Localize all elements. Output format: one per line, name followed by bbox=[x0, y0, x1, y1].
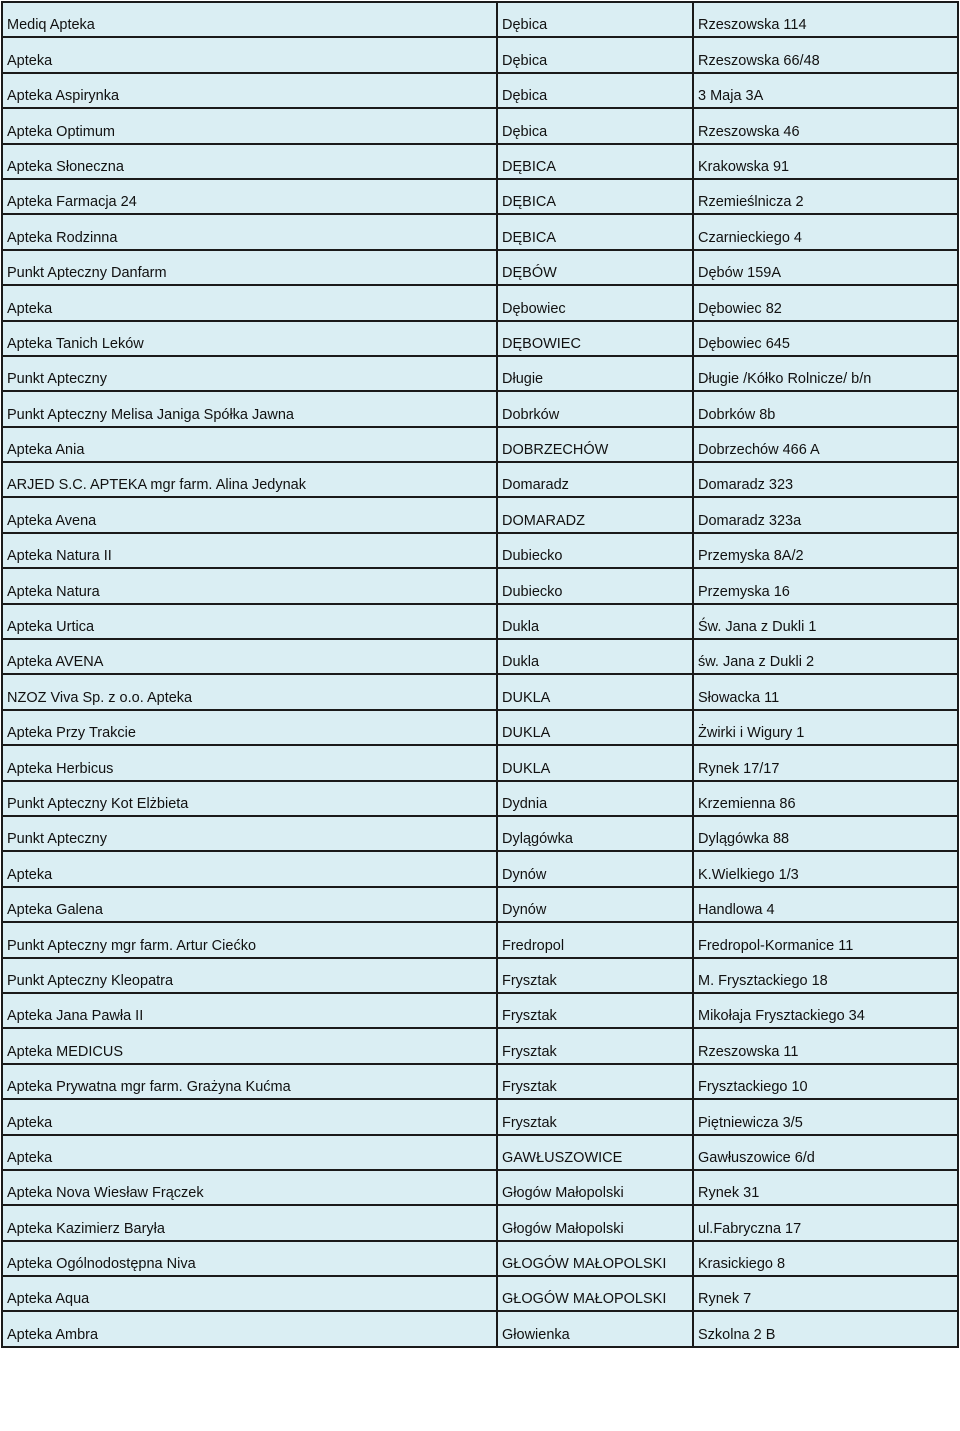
city-cell: Dobrków bbox=[497, 391, 693, 426]
table-row bbox=[2, 2, 958, 37]
address-cell: Rynek 7 bbox=[693, 1276, 958, 1311]
city-cell: DOMARADZ bbox=[497, 497, 693, 532]
city-cell: GŁOGÓW MAŁOPOLSKI bbox=[497, 1241, 693, 1276]
address-cell: Dobrków 8b bbox=[693, 391, 958, 426]
address-cell: Szkolna 2 B bbox=[693, 1311, 958, 1346]
table-row bbox=[2, 214, 958, 249]
city-cell: Głogów Małopolski bbox=[497, 1205, 693, 1240]
address-cell: Słowacka 11 bbox=[693, 674, 958, 709]
city-cell: Frysztak bbox=[497, 1099, 693, 1134]
pharmacy-name-cell: Apteka Natura bbox=[2, 568, 497, 603]
city-cell: Dynów bbox=[497, 851, 693, 886]
pharmacy-name-cell: Apteka bbox=[2, 37, 497, 72]
city-cell: DĘBÓW bbox=[497, 250, 693, 285]
pharmacy-name-cell: Apteka Optimum bbox=[2, 108, 497, 143]
table-row bbox=[2, 321, 958, 356]
pharmacy-name-cell: Apteka Przy Trakcie bbox=[2, 710, 497, 745]
table-row bbox=[2, 1241, 958, 1276]
pharmacy-name-cell: Apteka Herbicus bbox=[2, 745, 497, 780]
table-row bbox=[2, 639, 958, 674]
pharmacy-name-cell: Punkt Apteczny Kleopatra bbox=[2, 958, 497, 993]
city-cell: DĘBOWIEC bbox=[497, 321, 693, 356]
pharmacy-name-cell: Punkt Apteczny mgr farm. Artur Ciećko bbox=[2, 922, 497, 957]
city-cell: Frysztak bbox=[497, 1064, 693, 1099]
pharmacy-name-cell: Punkt Apteczny bbox=[2, 356, 497, 391]
table-row bbox=[2, 1135, 958, 1170]
pharmacy-name-cell: Punkt Apteczny Melisa Janiga Spółka Jawna bbox=[2, 391, 497, 426]
address-cell: Dębów 159A bbox=[693, 250, 958, 285]
pharmacy-name-cell: Punkt Apteczny Danfarm bbox=[2, 250, 497, 285]
address-cell: Dębowiec 82 bbox=[693, 285, 958, 320]
pharmacy-name-cell: Apteka Rodzinna bbox=[2, 214, 497, 249]
address-cell: Krzemienna 86 bbox=[693, 781, 958, 816]
pharmacy-name-cell: Apteka Tanich Leków bbox=[2, 321, 497, 356]
city-cell: Dubiecko bbox=[497, 568, 693, 603]
pharmacy-name-cell: Mediq Apteka bbox=[2, 2, 497, 37]
table-row bbox=[2, 73, 958, 108]
pharmacy-table bbox=[1, 1, 959, 1348]
table-row bbox=[2, 568, 958, 603]
table-row bbox=[2, 497, 958, 532]
table-row bbox=[2, 958, 958, 993]
pharmacy-name-cell: NZOZ Viva Sp. z o.o. Apteka bbox=[2, 674, 497, 709]
table-row bbox=[2, 922, 958, 957]
address-cell: Czarnieckiego 4 bbox=[693, 214, 958, 249]
city-cell: Domaradz bbox=[497, 462, 693, 497]
city-cell: Dukla bbox=[497, 604, 693, 639]
address-cell: ul.Fabryczna 17 bbox=[693, 1205, 958, 1240]
address-cell: Dobrzechów 466 A bbox=[693, 427, 958, 462]
table-row bbox=[2, 1028, 958, 1063]
city-cell: Frysztak bbox=[497, 993, 693, 1028]
table-row bbox=[2, 391, 958, 426]
pharmacy-name-cell: Apteka Jana Pawła II bbox=[2, 993, 497, 1028]
city-cell: GŁOGÓW MAŁOPOLSKI bbox=[497, 1276, 693, 1311]
address-cell: Rynek 31 bbox=[693, 1170, 958, 1205]
pharmacy-name-cell: Apteka MEDICUS bbox=[2, 1028, 497, 1063]
table-row bbox=[2, 781, 958, 816]
city-cell: Dębica bbox=[497, 2, 693, 37]
address-cell: św. Jana z Dukli 2 bbox=[693, 639, 958, 674]
pharmacy-name-cell: Apteka Ania bbox=[2, 427, 497, 462]
city-cell: Długie bbox=[497, 356, 693, 391]
pharmacy-name-cell: Apteka Urtica bbox=[2, 604, 497, 639]
city-cell: Dębica bbox=[497, 37, 693, 72]
pharmacy-name-cell: Apteka Avena bbox=[2, 497, 497, 532]
address-cell: Rzeszowska 46 bbox=[693, 108, 958, 143]
pharmacy-name-cell: Apteka AVENA bbox=[2, 639, 497, 674]
table-row bbox=[2, 250, 958, 285]
city-cell: Dydnia bbox=[497, 781, 693, 816]
city-cell: DĘBICA bbox=[497, 144, 693, 179]
table-row bbox=[2, 674, 958, 709]
city-cell: Głowienka bbox=[497, 1311, 693, 1346]
address-cell: 3 Maja 3A bbox=[693, 73, 958, 108]
city-cell: Fredropol bbox=[497, 922, 693, 957]
table-row bbox=[2, 356, 958, 391]
address-cell: Domaradz 323 bbox=[693, 462, 958, 497]
table-row bbox=[2, 1170, 958, 1205]
table-row bbox=[2, 37, 958, 72]
pharmacy-name-cell: Apteka Natura II bbox=[2, 533, 497, 568]
city-cell: DUKLA bbox=[497, 674, 693, 709]
city-cell: Dukla bbox=[497, 639, 693, 674]
table-row bbox=[2, 1205, 958, 1240]
table-row bbox=[2, 533, 958, 568]
table-row bbox=[2, 816, 958, 851]
city-cell: DUKLA bbox=[497, 745, 693, 780]
address-cell: Rzeszowska 66/48 bbox=[693, 37, 958, 72]
address-cell: Krakowska 91 bbox=[693, 144, 958, 179]
pharmacy-name-cell: Apteka bbox=[2, 285, 497, 320]
pharmacy-name-cell: Apteka Słoneczna bbox=[2, 144, 497, 179]
address-cell: Rzemieślnicza 2 bbox=[693, 179, 958, 214]
city-cell: Frysztak bbox=[497, 1028, 693, 1063]
city-cell: Dubiecko bbox=[497, 533, 693, 568]
address-cell: Żwirki i Wigury 1 bbox=[693, 710, 958, 745]
address-cell: Gawłuszowice 6/d bbox=[693, 1135, 958, 1170]
table-row bbox=[2, 179, 958, 214]
pharmacy-name-cell: Punkt Apteczny Kot Elżbieta bbox=[2, 781, 497, 816]
table-row bbox=[2, 1311, 958, 1346]
city-cell: Głogów Małopolski bbox=[497, 1170, 693, 1205]
pharmacy-name-cell: Apteka Ogólnodostępna Niva bbox=[2, 1241, 497, 1276]
address-cell: Przemyska 8A/2 bbox=[693, 533, 958, 568]
address-cell: Dylągówka 88 bbox=[693, 816, 958, 851]
pharmacy-name-cell: Apteka bbox=[2, 1099, 497, 1134]
table-row bbox=[2, 1099, 958, 1134]
pharmacy-name-cell: Apteka bbox=[2, 851, 497, 886]
city-cell: Dylągówka bbox=[497, 816, 693, 851]
city-cell: Frysztak bbox=[497, 958, 693, 993]
pharmacy-name-cell: Apteka Nova Wiesław Frączek bbox=[2, 1170, 497, 1205]
pharmacy-name-cell: Apteka bbox=[2, 1135, 497, 1170]
pharmacy-name-cell: Punkt Apteczny bbox=[2, 816, 497, 851]
pharmacy-table-body bbox=[2, 2, 958, 1347]
pharmacy-name-cell: Apteka Aqua bbox=[2, 1276, 497, 1311]
address-cell: Fredropol-Kormanice 11 bbox=[693, 922, 958, 957]
table-row bbox=[2, 745, 958, 780]
table-row bbox=[2, 1276, 958, 1311]
pharmacy-name-cell: Apteka Galena bbox=[2, 887, 497, 922]
address-cell: Św. Jana z Dukli 1 bbox=[693, 604, 958, 639]
pharmacy-name-cell: Apteka Aspirynka bbox=[2, 73, 497, 108]
address-cell: Frysztackiego 10 bbox=[693, 1064, 958, 1099]
city-cell: Dębica bbox=[497, 73, 693, 108]
table-row bbox=[2, 993, 958, 1028]
address-cell: M. Frysztackiego 18 bbox=[693, 958, 958, 993]
address-cell: K.Wielkiego 1/3 bbox=[693, 851, 958, 886]
table-row bbox=[2, 462, 958, 497]
address-cell: Długie /Kółko Rolnicze/ b/n bbox=[693, 356, 958, 391]
city-cell: DĘBICA bbox=[497, 179, 693, 214]
address-cell: Rzeszowska 11 bbox=[693, 1028, 958, 1063]
address-cell: Rzeszowska 114 bbox=[693, 2, 958, 37]
address-cell: Mikołaja Frysztackiego 34 bbox=[693, 993, 958, 1028]
table-row bbox=[2, 1064, 958, 1099]
pharmacy-name-cell: Apteka Ambra bbox=[2, 1311, 497, 1346]
table-row bbox=[2, 427, 958, 462]
address-cell: Handlowa 4 bbox=[693, 887, 958, 922]
city-cell: Dębica bbox=[497, 108, 693, 143]
address-cell: Rynek 17/17 bbox=[693, 745, 958, 780]
address-cell: Krasickiego 8 bbox=[693, 1241, 958, 1276]
table-row bbox=[2, 710, 958, 745]
pharmacy-name-cell: Apteka Kazimierz Baryła bbox=[2, 1205, 497, 1240]
city-cell: DOBRZECHÓW bbox=[497, 427, 693, 462]
city-cell: Dynów bbox=[497, 887, 693, 922]
city-cell: DĘBICA bbox=[497, 214, 693, 249]
address-cell: Domaradz 323a bbox=[693, 497, 958, 532]
city-cell: DUKLA bbox=[497, 710, 693, 745]
table-row bbox=[2, 285, 958, 320]
table-row bbox=[2, 887, 958, 922]
pharmacy-name-cell: Apteka Prywatna mgr farm. Grażyna Kućma bbox=[2, 1064, 497, 1099]
table-row bbox=[2, 851, 958, 886]
address-cell: Dębowiec 645 bbox=[693, 321, 958, 356]
address-cell: Przemyska 16 bbox=[693, 568, 958, 603]
table-row bbox=[2, 108, 958, 143]
table-row bbox=[2, 144, 958, 179]
address-cell: Piętniewicza 3/5 bbox=[693, 1099, 958, 1134]
city-cell: GAWŁUSZOWICE bbox=[497, 1135, 693, 1170]
pharmacy-name-cell: ARJED S.C. APTEKA mgr farm. Alina Jedynak bbox=[2, 462, 497, 497]
table-row bbox=[2, 604, 958, 639]
city-cell: Dębowiec bbox=[497, 285, 693, 320]
pharmacy-name-cell: Apteka Farmacja 24 bbox=[2, 179, 497, 214]
